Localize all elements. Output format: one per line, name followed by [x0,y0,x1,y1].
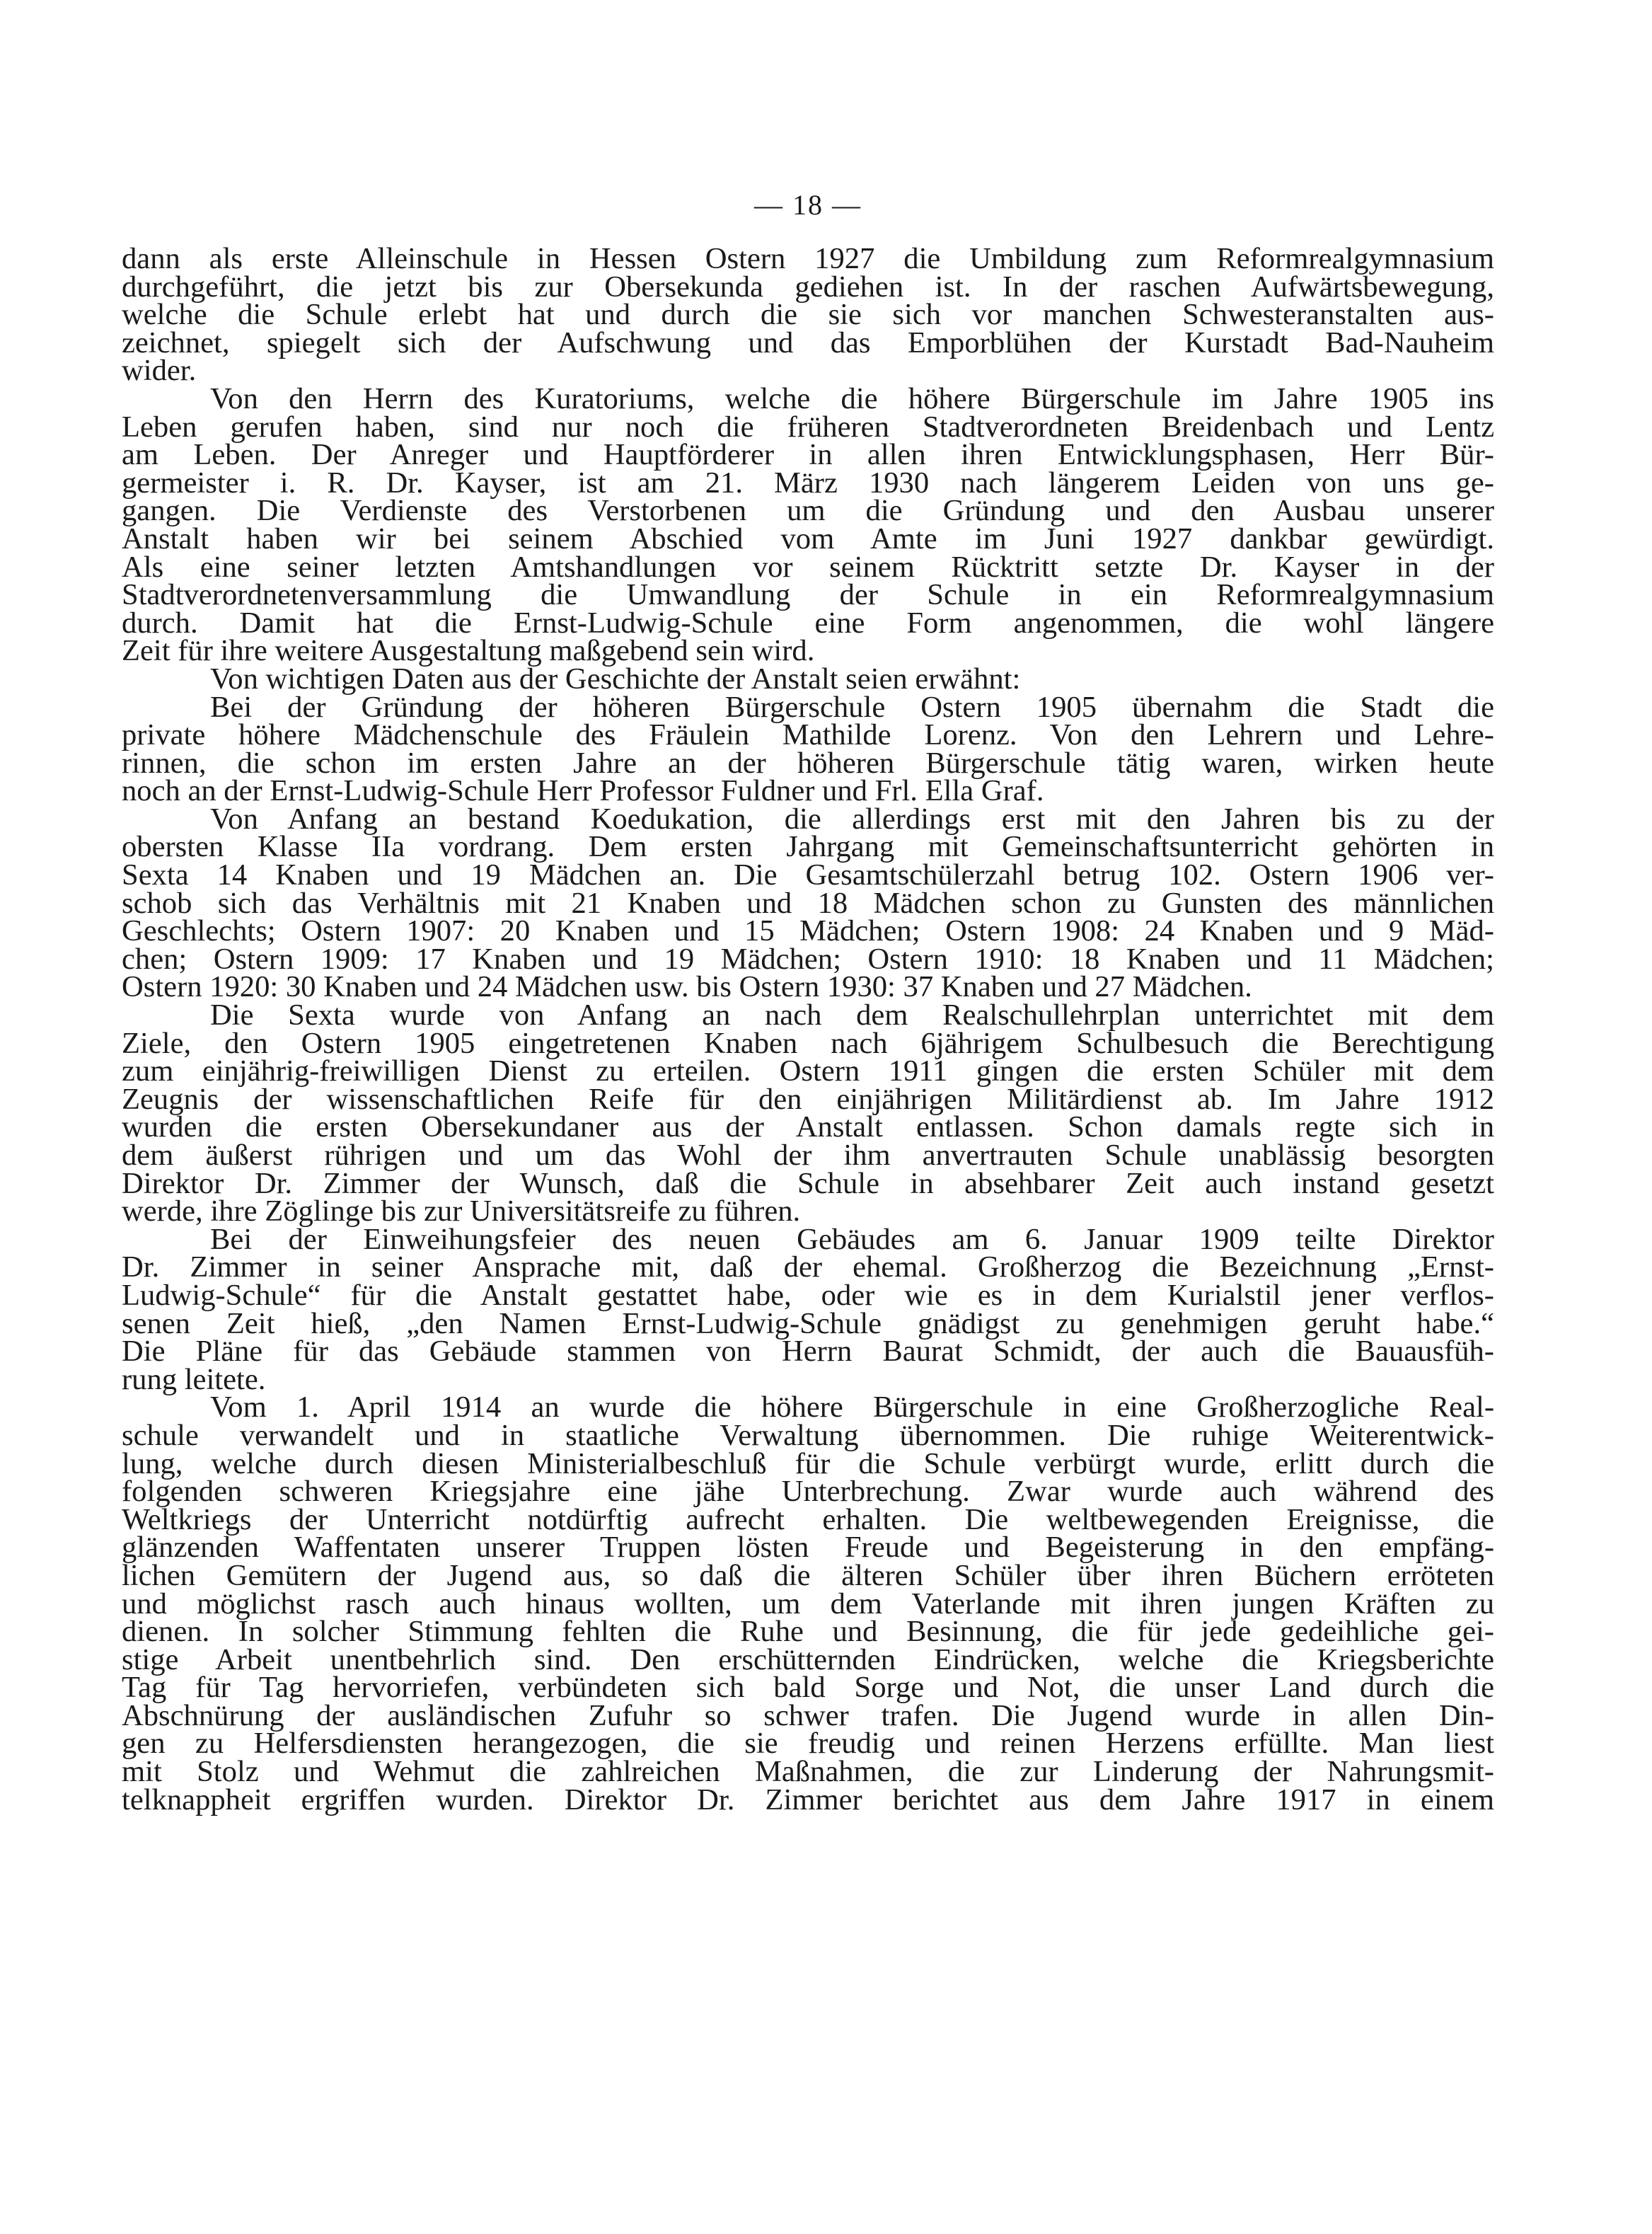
document-page [122,184,1494,1814]
text-line: durch. Damit hat die Ernst-Ludwig-Schule eine Form angenommen, die wohl längere [122,606,1494,640]
text-line: Ludwig-Schule“ für die Anstalt gestattet habe, oder wie es in dem Kurialstil jener verflos- [122,1278,1494,1312]
text-line: Von Anfang an bestand Koedukation, die allerdings erst mit den Jahren bis zu der [210,802,1494,836]
text-line: Ziele, den Ostern 1905 eingetretenen Knaben nach 6jährigem Schulbesuch die Berechtigung [122,1026,1494,1060]
text-line: Direktor Dr. Zimmer der Wunsch, daß die Schule in absehbarer Zeit auch instand gesetzt [122,1166,1494,1200]
text-line: noch an der Ernst-Ludwig-Schule Herr Professor Fuldner und Frl. Ella Graf. [122,774,1044,808]
text-line: Anstalt haben wir bei seinem Abschied vom Amte im Juni 1927 dankbar gewürdigt. [122,522,1494,555]
text-line: Sexta 14 Knaben und 19 Mädchen an. Die Gesamtschülerzahl betrug 102. Ostern 1906 ver- [122,858,1494,892]
text-line: welche die Schule erlebt hat und durch die sie sich vor manchen Schwesteranstalten aus- [122,298,1494,332]
text-line: folgenden schweren Kriegsjahre eine jähe Unterbrechung. Zwar wurde auch während des [122,1475,1494,1509]
text-line: rung leitete. [122,1362,266,1396]
text-line: werde, ihre Zöglinge bis zur Universitätsreife zu führen. [122,1194,801,1228]
text-line: chen; Ostern 1909: 17 Knaben und 19 Mädchen; Ostern 1910: 18 Knaben und 11 Mädchen; [122,942,1494,976]
text-line: lichen Gemütern der Jugend aus, so daß die älteren Schüler über ihren Büchern erröteten [122,1558,1494,1592]
paragraph [122,690,1494,808]
text-line: zum einjährig-freiwilligen Dienst zu erteilen. Ostern 1911 gingen die ersten Schüler mit dem [122,1054,1494,1088]
text-line: telknappheit ergriffen wurden. Direktor Dr. Zimmer berichtet aus dem Jahre 1917 in einem [122,1783,1494,1816]
paragraph [122,662,1494,696]
text-line: Von den Herrn des Kuratoriums, welche die höhere Bürgerschule im Jahre 1905 ins [210,381,1494,415]
text-line: am Leben. Der Anreger und Hauptförderer in allen ihren Entwicklungsphasen, Herr Bür- [122,438,1494,472]
page-number: — 18 — [754,189,862,221]
text-line: gangen. Die Verdienste des Verstorbenen um die Gründung und den Ausbau unserer [122,494,1494,528]
text-line: Weltkriegs der Unterricht notdürftig aufrecht erhalten. Die weltbewegenden Ereignisse, die [122,1502,1494,1536]
text-line: gen zu Helfersdiensten herangezogen, die sie freudig und reinen Herzens erfüllte. Man liest [122,1727,1494,1761]
text-line: und möglichst rasch auch hinaus wollten, um dem Vaterlande mit ihren jungen Kräften zu [122,1587,1494,1620]
text-line: dem äußerst rührigen und um das Wohl der ihm anvertrauten Schule unablässig besorgten [122,1139,1494,1172]
text-line: glänzenden Waffentaten unserer Truppen lösten Freude und Begeisterung in den empfäng- [122,1531,1494,1565]
text-line: germeister i. R. Dr. Kayser, ist am 21. März 1930 nach längerem Leiden von uns ge- [122,466,1494,500]
text-line: Ostern 1920: 30 Knaben und 24 Mädchen usw. bis Ostern 1930: 37 Knaben und 27 Mädchen. [122,970,1252,1004]
text-line: Leben gerufen haben, sind nur noch die früheren Stadtverordneten Breidenbach und Lentz [122,410,1494,444]
text-line: Zeugnis der wissenschaftlichen Reife für den einjährigen Militärdienst ab. Im Jahre 1912 [122,1082,1494,1116]
text-line: mit Stolz und Wehmut die zahlreichen Maßnahmen, die zur Linderung der Nahrungsmit- [122,1755,1494,1789]
text-line: rinnen, die schon im ersten Jahre an der höheren Bürgerschule tätig waren, wirken heute [122,746,1494,780]
text-line: Die Pläne für das Gebäude stammen von Herrn Baurat Schmidt, der auch die Bauausfüh- [122,1335,1494,1369]
paragraph [122,1222,1494,1396]
paragraph [122,1393,1494,1814]
text-line: wider. [122,354,197,388]
text-line: Die Sexta wurde von Anfang an nach dem Realschullehrplan unterrichtet mit dem [210,998,1494,1032]
paragraph [122,802,1494,1004]
paragraph [122,242,1494,388]
text-line: senen Zeit hieß, „den Namen Ernst-Ludwig-Schule gnädigst zu genehmigen geruht habe.“ [122,1306,1494,1340]
text-line: schob sich das Verhältnis mit 21 Knaben und 18 Mädchen schon zu Gunsten des männlichen [122,886,1494,920]
text-line: Tag für Tag hervorriefen, verbündeten sich bald Sorge und Not, die unser Land durch die [122,1671,1494,1705]
body-text [122,242,1494,1816]
text-line: Bei der Gründung der höheren Bürgerschule Ostern 1905 übernahm die Stadt die [210,690,1494,724]
text-line: dann als erste Alleinschule in Hessen Ostern 1927 die Umbildung zum Reformrealgymnasium [122,242,1494,275]
text-line: wurden die ersten Obersekundaner aus der Anstalt entlassen. Schon damals regte sich in [122,1110,1494,1144]
text-line: Abschnürung der ausländischen Zufuhr so schwer trafen. Die Jugend wurde in allen Din- [122,1698,1494,1732]
text-line: obersten Klasse IIa vordrang. Dem ersten Jahrgang mit Gemeinschaftsunterricht gehörten in [122,830,1494,864]
text-line: Vom 1. April 1914 an wurde die höhere Bürgerschule in eine Großherzogliche Real- [210,1391,1494,1424]
text-line: dienen. In solcher Stimmung fehlten die Ruhe und Besinnung, die für jede gedeihliche gei- [122,1615,1494,1649]
text-line: durchgeführt, die jetzt bis zur Obersekunda gediehen ist. In der raschen Aufwärtsbewegung, [122,270,1494,304]
text-line: zeichnet, spiegelt sich der Aufschwung und das Emporblühen der Kurstadt Bad-Nauheim [122,326,1494,359]
text-line: Bei der Einweihungsfeier des neuen Gebäudes am 6. Januar 1909 teilte Direktor [210,1222,1494,1256]
text-line: private höhere Mädchenschule des Fräulein Mathilde Lorenz. Von den Lehrern und Lehre- [122,718,1494,752]
text-line: stige Arbeit unentbehrlich sind. Den erschütternden Eindrücken, welche die Kriegsberichte [122,1642,1494,1676]
paragraph [122,381,1494,668]
text-line: Geschlechts; Ostern 1907: 20 Knaben und 15 Mädchen; Ostern 1908: 24 Knaben und 9 Mäd- [122,914,1494,948]
text-line: schule verwandelt und in staatliche Verwaltung übernommen. Die ruhige Weiterentwick- [122,1418,1494,1452]
text-line: Von wichtigen Daten aus der Geschichte der Anstalt seien erwähnt: [210,662,1021,696]
text-line: Stadtverordnetenversammlung die Umwandlung der Schule in ein Reformrealgymnasium [122,578,1494,612]
text-line: Dr. Zimmer in seiner Ansprache mit, daß der ehemal. Großherzog die Bezeichnung „Ernst- [122,1250,1494,1284]
text-line: lung, welche durch diesen Ministerialbeschluß für die Schule verbürgt wurde, erlitt durch die [122,1446,1494,1480]
paragraph [122,998,1494,1228]
text-line: Als eine seiner letzten Amtshandlungen vor seinem Rücktritt setzte Dr. Kayser in der [122,550,1494,584]
text-line: Zeit für ihre weitere Ausgestaltung maßgebend sein wird. [122,634,815,668]
